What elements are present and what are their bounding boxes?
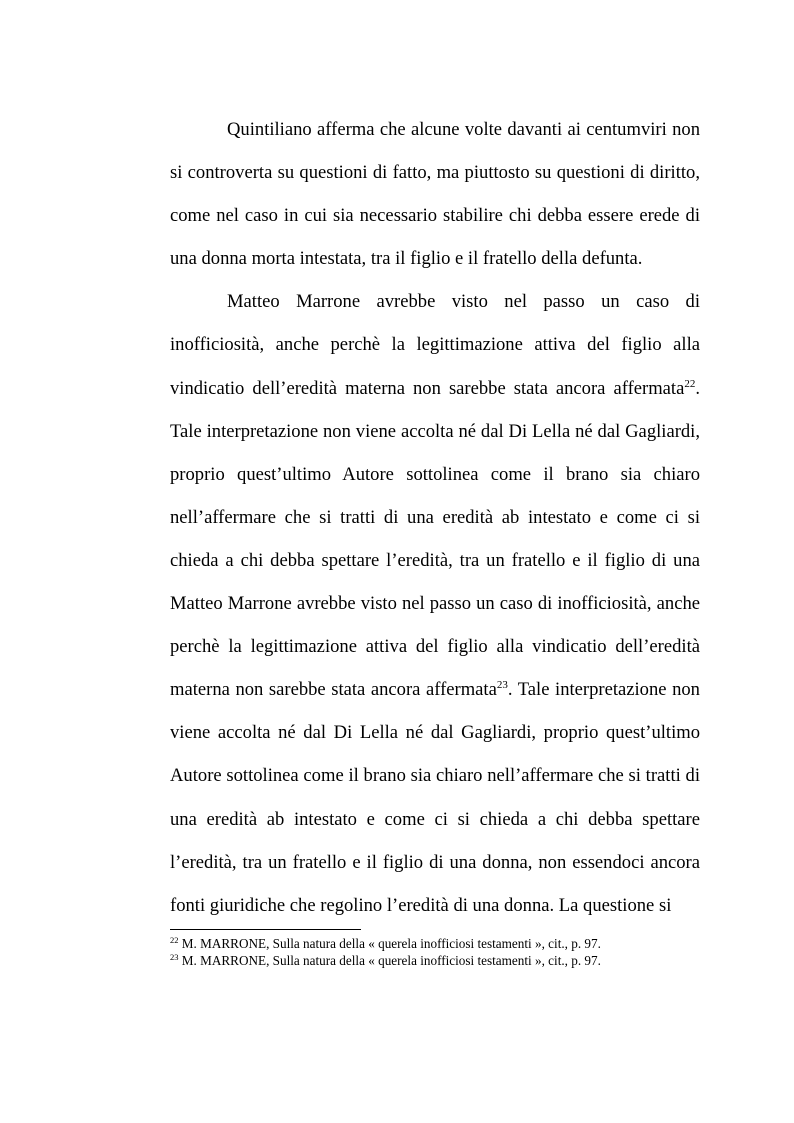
- footnote-reference[interactable]: 23: [496, 679, 508, 692]
- footnote-22: [170, 935, 730, 952]
- footnote-author-initial: M. M: [181, 953, 212, 968]
- footnote-author-rest: ARRONE: [211, 936, 267, 951]
- footnote-separator: [170, 929, 361, 930]
- main-text: [170, 108, 700, 927]
- footnote-number: 22: [170, 935, 179, 945]
- paragraph-text-part1: Matteo Marrone avrebbe visto nel passo un caso di inofficiosità, anche perchè la legittimazione attiva del figlio alla vindicatio dell’eredità materna non sarebbe stata ancora affermata: [170, 291, 700, 399]
- paragraph-quintiliano: [170, 108, 700, 280]
- footnote-author-rest: ARRONE: [211, 953, 267, 968]
- paragraph-text-part3: . Tale interpretazione non viene accolta né dal Di Lella né dal Gagliardi, proprio quest’ultimo Autore sottolinea come il brano sia chiaro nell’affermare che si tratti di una eredità ab intestato e come ci si chieda a chi debba spettare l’eredità, tra un fratello e il figlio di una donna, non essendoci ancora fonti giuridiche che regolino l’eredità di una donna. La questione si: [170, 679, 700, 916]
- footnote-number: 23: [170, 952, 179, 962]
- footnote-23: [170, 952, 730, 969]
- paragraph-text-part2: . Tale interpretazione non viene accolta né dal Di Lella né dal Gagliardi, proprio quest’ultimo Autore sottolinea come il brano sia chiaro nell’affermare che si tratti di una eredità ab intestato e come ci si chieda a chi debba spettare l’eredità, tra un fratello e il figlio di una Matteo Marrone avrebbe visto nel passo un caso di inofficiosità, anche perchè la legittimazione attiva del figlio alla vindicatio dell’eredità materna non sarebbe stata ancora affermata: [170, 377, 700, 701]
- paragraph-text: Quintiliano afferma che alcune volte davanti ai centumviri non si controverta su questioni di fatto, ma piuttosto su questioni di diritto, come nel caso in cui sia necessario stabilire chi debba essere erede di una donna morta intestata, tra il figlio e il fratello della defunta.: [170, 119, 700, 270]
- footnote-text: , Sulla natura della « querela inofficiosi testamenti », cit., p. 97.: [266, 936, 601, 951]
- footnote-text: , Sulla natura della « querela inofficiosi testamenti », cit., p. 97.: [266, 953, 601, 968]
- paragraph-marrone: [170, 280, 700, 926]
- footnote-reference[interactable]: 22: [684, 377, 696, 390]
- footnotes: [170, 935, 730, 969]
- footnote-author-initial: M. M: [181, 936, 212, 951]
